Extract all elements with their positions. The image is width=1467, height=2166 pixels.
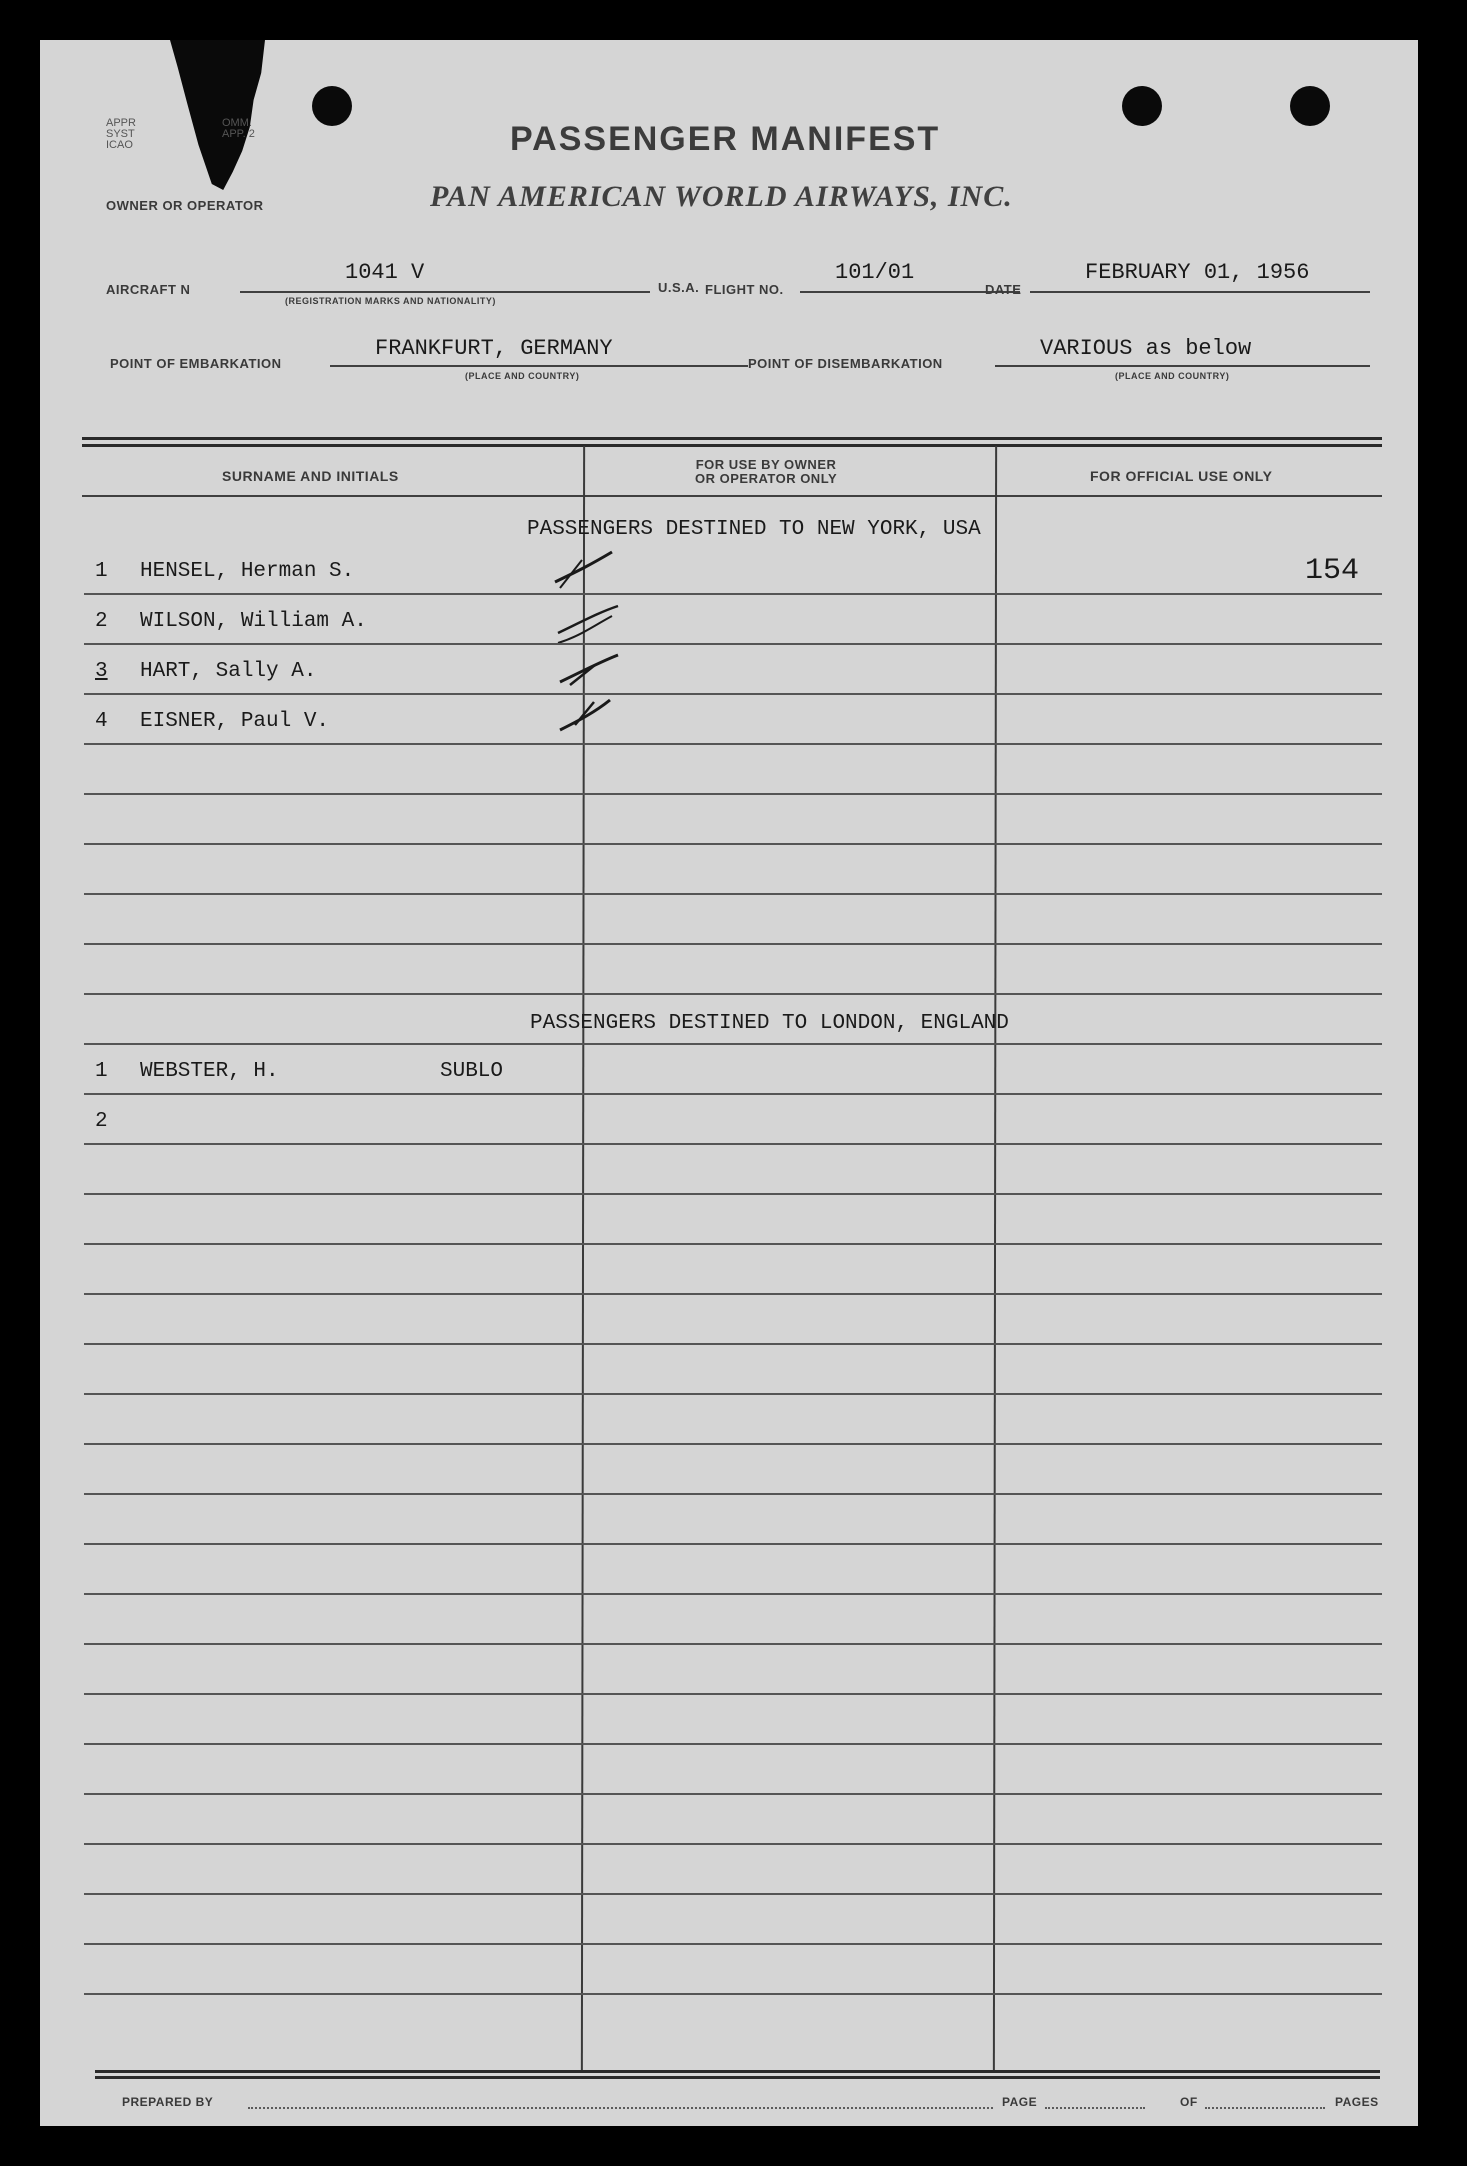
flight-label: FLIGHT NO. [705,282,784,297]
prepared-by-line [248,2107,993,2109]
column-owner-use: FOR USE BY OWNER OR OPERATOR ONLY [695,457,838,486]
passenger-name: WILSON, William A. [140,610,367,633]
passenger-name: HENSEL, Herman S. [140,560,355,583]
row-rule [84,1393,1382,1395]
registration-caption: (REGISTRATION MARKS AND NATIONALITY) [285,296,496,306]
row-number: 2 [95,610,108,633]
check-mark-icon [560,700,610,730]
punch-hole [1122,86,1162,126]
row-number: 3 [95,660,108,683]
table-bottom-rule-2 [95,2076,1380,2079]
row-rule [84,743,1382,745]
aircraft-label: AIRCRAFT N [106,282,191,297]
row-rule [84,993,1382,995]
section-heading: PASSENGERS DESTINED TO NEW YORK, USA [527,518,981,541]
manifest-sheet [40,40,1418,2126]
column-official: FOR OFFICIAL USE ONLY [1090,468,1273,484]
place-caption: (PLACE AND COUNTRY) [465,371,580,381]
embarkation-label: POINT OF EMBARKATION [110,356,282,371]
aircraft-value: 1041 V [345,260,425,285]
form-title: PASSENGER MANIFEST [510,120,941,158]
aircraft-underline [240,291,650,293]
page-label: PAGE [1002,2095,1038,2109]
of-label: OF [1180,2095,1198,2109]
passenger-name: HART, Sally A. [140,660,317,683]
check-mark-icon [555,552,612,582]
row-rule [84,943,1382,945]
punch-hole [1290,86,1330,126]
passenger-note: SUBLO [440,1060,504,1083]
disembarkation-underline [995,365,1370,367]
check-mark-icon [560,560,582,588]
column-surname: SURNAME AND INITIALS [222,468,399,484]
row-rule [84,1943,1382,1945]
row-rule [84,1993,1382,1995]
date-value: FEBRUARY 01, 1956 [1085,260,1310,285]
row-rule [84,1843,1382,1845]
owner-label: OWNER OR OPERATOR [106,198,264,213]
row-number: 1 [95,560,108,583]
table-top-rule-2 [82,444,1382,447]
row-rule [84,1293,1382,1295]
row-rule [84,893,1382,895]
row-rule [84,1043,1382,1045]
disembarkation-value: VARIOUS as below [1040,336,1252,361]
row-rule [84,643,1382,645]
row-rule [84,593,1382,595]
row-rule [84,1793,1382,1795]
row-rule [84,1543,1382,1545]
row-number: 1 [95,1060,108,1083]
row-rule [84,1743,1382,1745]
airline-name: PAN AMERICAN WORLD AIRWAYS, INC. [430,180,1013,213]
header-bottom-rule [82,495,1382,497]
row-rule [84,1693,1382,1695]
table-top-rule [82,437,1382,440]
passenger-name: WEBSTER, H. [140,1060,279,1083]
flight-value: 101/01 [835,260,915,285]
row-rule [84,1243,1382,1245]
page-line [1045,2107,1145,2109]
row-number: 2 [95,1110,108,1133]
pages-label: PAGES [1335,2095,1379,2109]
date-underline [1030,291,1370,293]
section-heading: PASSENGERS DESTINED TO LONDON, ENGLAND [530,1012,1009,1035]
embarkation-underline [330,365,748,367]
row-rule [84,1443,1382,1445]
row-rule [84,1193,1382,1195]
row-rule [84,1343,1382,1345]
date-label: DATE [985,282,1022,297]
torn-corner [170,40,265,190]
approval-stamp-right: OMM. APP. 2 [222,117,255,140]
column-divider [993,446,997,2071]
row-rule [84,693,1382,695]
row-rule [84,1493,1382,1495]
punch-hole [312,86,352,126]
embarkation-value: FRANKFURT, GERMANY [375,336,613,361]
prepared-by-label: PREPARED BY [122,2095,214,2109]
row-rule [84,1893,1382,1895]
table-bottom-rule [95,2070,1380,2073]
row-rule [84,843,1382,845]
place-caption-2: (PLACE AND COUNTRY) [1115,371,1230,381]
disembarkation-label: POINT OF DISEMBARKATION [748,356,943,371]
approval-stamp: APPR SYST ICAO [106,117,136,151]
row-number: 4 [95,710,108,733]
of-line [1205,2107,1325,2109]
usa-label: U.S.A. [658,280,700,295]
passenger-name: EISNER, Paul V. [140,710,330,733]
row-rule [84,1593,1382,1595]
row-rule [84,1643,1382,1645]
row-rule [84,1093,1382,1095]
row-rule [84,1143,1382,1145]
official-number: 154 [1305,554,1360,588]
row-rule [84,793,1382,795]
